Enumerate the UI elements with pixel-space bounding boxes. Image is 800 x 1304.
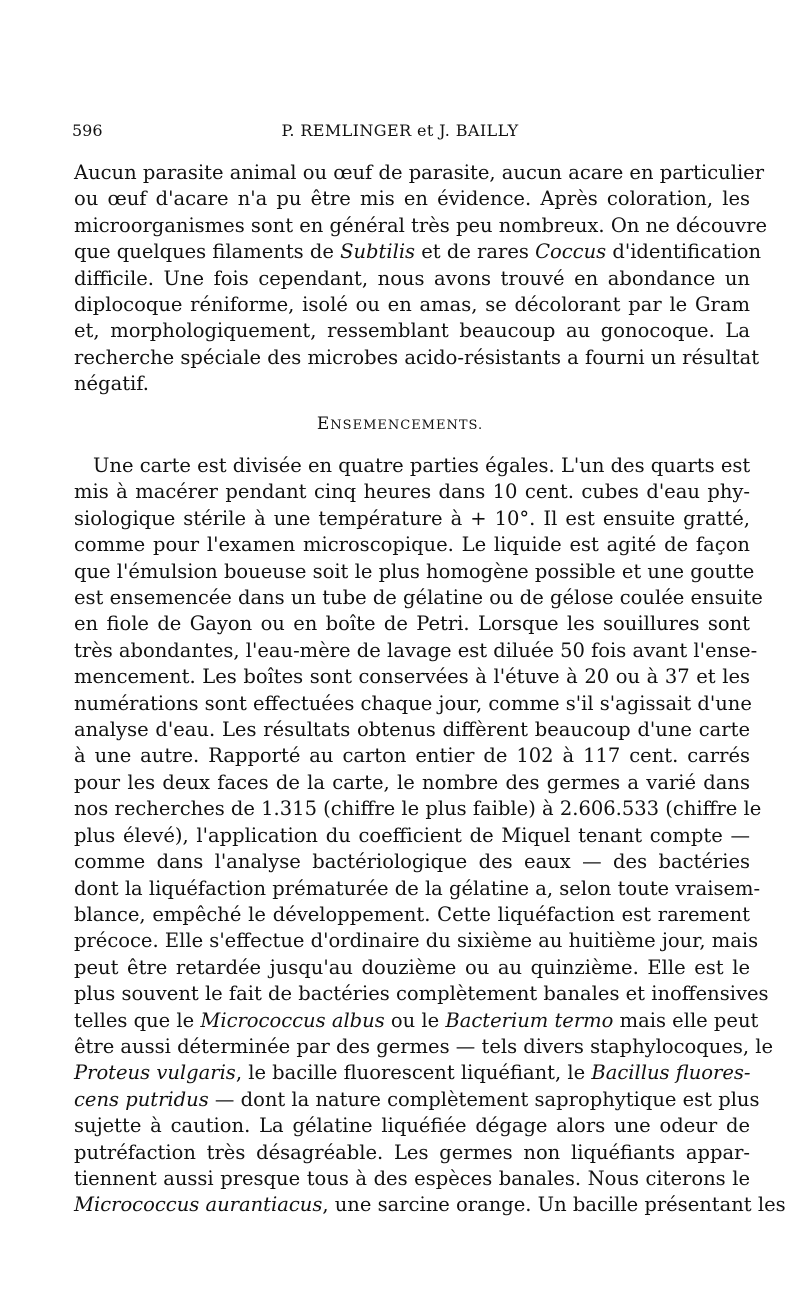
text-line: mis à macérer pendant cinq heures dans 10 cent. cubes d'eau phy- bbox=[74, 480, 750, 504]
paragraph-ensemencements bbox=[74, 453, 786, 1219]
text-run: , une sarcine orange. Un bacille présentant les bbox=[322, 1193, 786, 1217]
text-line: nos recherches de 1.315 (chiffre le plus faible) à 2.606.533 (chiffre le bbox=[74, 797, 762, 821]
species-name: cens putridus bbox=[74, 1087, 209, 1111]
text-line: diplocoque réniforme, isolé ou en amas, se décolorant par le Gram bbox=[74, 293, 750, 317]
heading-initial: E bbox=[316, 414, 331, 434]
text-line: comme pour l'examen microscopique. Le liquide est agité de façon bbox=[74, 533, 750, 557]
page-number: 596 bbox=[72, 121, 103, 140]
species-name: Micrococcus aurantiacus bbox=[74, 1193, 323, 1217]
text-line: plus souvent le fait de bactéries complètement banales et inoffensives bbox=[74, 982, 769, 1006]
text-line bbox=[74, 1060, 750, 1086]
text-line: que l'émulsion boueuse soit le plus homogène possible et une goutte bbox=[74, 559, 755, 583]
text-run: ou le bbox=[384, 1008, 446, 1032]
text-line: négatif. bbox=[74, 372, 150, 396]
species-name: Coccus bbox=[535, 240, 607, 264]
text-line: analyse d'eau. Les résultats obtenus diffèrent beaucoup d'une carte bbox=[74, 718, 750, 742]
species-name: Bacillus fluores- bbox=[591, 1061, 751, 1085]
text-line bbox=[74, 1087, 760, 1113]
text-line: pour les deux faces de la carte, le nombre des germes a varié dans bbox=[74, 770, 750, 794]
text-line bbox=[74, 1192, 786, 1218]
running-header bbox=[72, 121, 728, 145]
text-line: très abondantes, l'eau-mère de lavage est diluée 50 fois avant l'ense- bbox=[74, 638, 758, 662]
species-name: Micrococcus albus bbox=[200, 1008, 385, 1032]
species-name: Proteus vulgaris bbox=[74, 1061, 236, 1085]
text-line: sujette à caution. La gélatine liquéfiée dégage alors une odeur de bbox=[74, 1114, 750, 1138]
text-line: putréfaction très désagréable. Les germes non liquéfiants appar- bbox=[74, 1140, 750, 1164]
text-line: est ensemencée dans un tube de gélatine ou de gélose coulée ensuite bbox=[74, 586, 763, 610]
text-line: ou œuf d'acare n'a pu être mis en évidence. Après coloration, les bbox=[74, 187, 750, 211]
text-line: mencement. Les boîtes sont conservées à l'étuve à 20 ou à 37 et les bbox=[74, 665, 750, 689]
text-line: blance, empêché le développement. Cette liquéfaction est rarement bbox=[74, 902, 750, 926]
text-line: être aussi déterminée par des germes — tels divers staphylocoques, le bbox=[74, 1034, 774, 1058]
species-name: Subtilis bbox=[340, 240, 416, 264]
text-line bbox=[74, 1008, 759, 1034]
text-line: tiennent aussi presque tous à des espèces banales. Nous citerons le bbox=[74, 1166, 750, 1190]
text-line: précoce. Elle s'effectue d'ordinaire du sixième au huitième jour, mais bbox=[74, 929, 759, 953]
text-line: Une carte est divisée en quatre parties égales. L'un des quarts est bbox=[93, 454, 751, 477]
text-line: numérations sont effectuées chaque jour, comme s'il s'agissait d'une bbox=[74, 691, 752, 715]
text-line: Aucun parasite animal ou œuf de parasite, aucun acare en particulier bbox=[74, 161, 765, 184]
text-line: à une autre. Rapporté au carton entier de 102 à 117 cent. carrés bbox=[74, 744, 750, 768]
text-line: comme dans l'analyse bactériologique des eaux — des bactéries bbox=[74, 850, 750, 874]
text-run: et de rares bbox=[415, 240, 536, 264]
text-run: d'identification bbox=[606, 240, 762, 264]
running-title: P. REMLINGER et J. BAILLY bbox=[281, 121, 519, 140]
section-heading bbox=[0, 414, 800, 434]
text-line bbox=[74, 239, 762, 265]
heading-rest: NSEMENCEMENTS. bbox=[330, 418, 484, 433]
text-run: telles que le bbox=[74, 1008, 201, 1032]
text-run: mais elle peut bbox=[613, 1008, 759, 1032]
text-line: dont la liquéfaction prématurée de la gélatine a, selon toute vraisem- bbox=[74, 876, 761, 900]
text-run: que quelques filaments de bbox=[74, 240, 341, 264]
text-run: — dont la nature complètement saprophytique est plus bbox=[208, 1087, 760, 1111]
text-line: difficile. Une fois cependant, nous avons trouvé en abondance un bbox=[74, 266, 750, 290]
text-line: microorganismes sont en général très peu nombreux. On ne découvre bbox=[74, 213, 767, 237]
species-name: Bacterium termo bbox=[445, 1008, 614, 1032]
text-line: siologique stérile à une température à + 10°. Il est ensuite gratté, bbox=[74, 506, 750, 530]
text-line: plus élevé), l'application du coefficient de Miquel tenant compte — bbox=[74, 823, 750, 847]
text-run: , le bacille fluorescent liquéfiant, le bbox=[235, 1061, 592, 1085]
paragraph-observations bbox=[74, 160, 767, 398]
text-line: recherche spéciale des microbes acido-résistants a fourni un résultat bbox=[74, 345, 760, 369]
text-line: peut être retardée jusqu'au douzième ou au quinzième. Elle est le bbox=[74, 955, 750, 979]
text-line: en fiole de Gayon ou en boîte de Petri. Lorsque les souillures sont bbox=[74, 612, 750, 636]
text-line: et, morphologiquement, ressemblant beaucoup au gonocoque. La bbox=[74, 319, 750, 343]
